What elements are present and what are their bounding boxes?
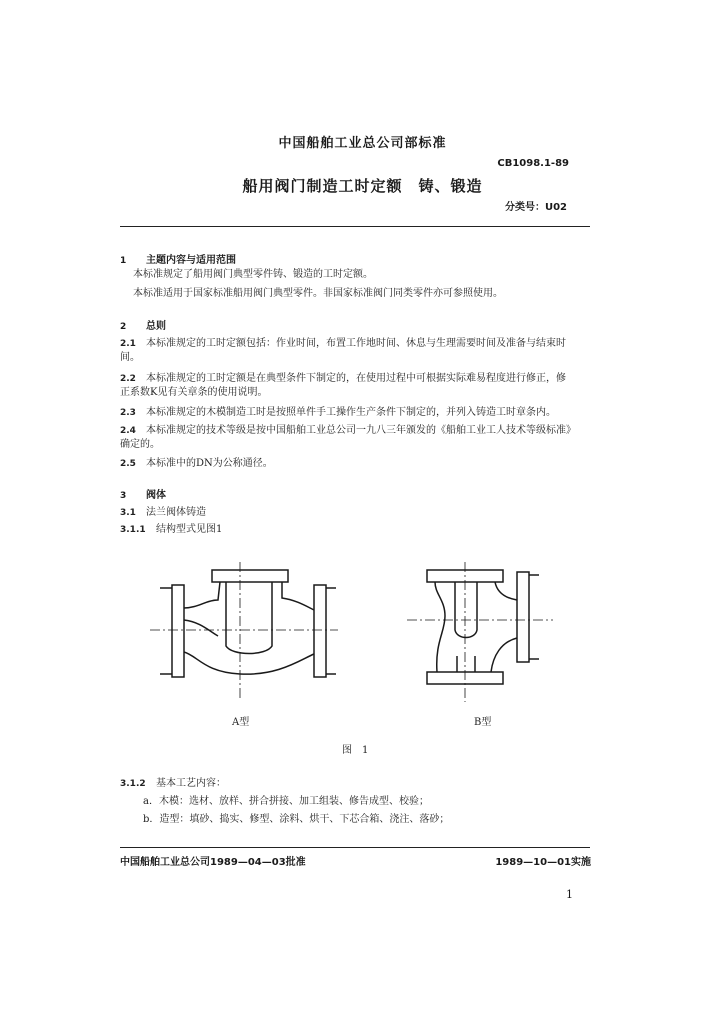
valve-body-type-a-drawing [140, 560, 340, 708]
figure-caption: 图 1 [342, 745, 369, 756]
valve-body-type-b-drawing [405, 560, 555, 708]
document-title: 船用阀门制造工时定额 铸、锻造 [242, 177, 483, 195]
section-1-paragraph: 本标准规定了船用阀门典型零件铸、锻造的工时定额。 [133, 269, 373, 280]
approval-date: 中国船舶工业总公司1989—04—03批准 [120, 857, 306, 868]
clause-2-4: 2.4 本标准规定的技术等级是按中国船舶工业总公司一九八三年颁发的《船舶工业工人技术等级标准》 确定的。 [120, 425, 576, 450]
header-divider [120, 226, 590, 227]
classification-number: 分类号：U02 [504, 202, 567, 213]
org-standard-title: 中国船舶工业总公司部标准 [278, 136, 447, 151]
clause-3-1: 3.1 法兰阀体铸造 [120, 507, 206, 518]
clause-2-1: 2.1 本标准规定的工时定额包括：作业时间，布置工作地时间、休息与生理需要时间及准备与结束时 间。 [120, 338, 566, 363]
clause-2-5: 2.5 本标准中的DN为公称通径。 [120, 458, 273, 469]
process-item-molding: b．造型：填砂、捣实、修型、涂料、烘干、下芯合箱、浇注、落砂； [143, 814, 450, 825]
footer-divider [120, 847, 590, 848]
section-1-heading: 1 主题内容与适用范围 [120, 255, 236, 266]
section-1-paragraph: 本标准适用于国家标准船用阀门典型零件。非国家标准阀门同类零件亦可参照使用。 [133, 288, 503, 299]
section-3-heading: 3 阀体 [120, 490, 166, 501]
figure-label-a: A型 [232, 717, 250, 728]
clause-2-3: 2.3 本标准规定的木模制造工时是按照单件手工操作生产条件下制定的，并列入铸造工时章条内。 [120, 407, 556, 418]
clause-3-1-1: 3.1.1 结构型式见图1 [120, 524, 223, 535]
page-number: 1 [566, 888, 573, 901]
standard-number: CB1098.1-89 [497, 158, 569, 169]
process-item-wood-pattern: a．木模：选材、放样、拼合拼接、加工组装、修告成型、校验； [143, 796, 429, 807]
section-2-heading: 2 总则 [120, 321, 166, 332]
figure-label-b: B型 [474, 717, 492, 728]
clause-3-1-2: 3.1.2 基本工艺内容： [120, 778, 226, 789]
clause-2-2: 2.2 本标准规定的工时定额是在典型条件下制定的，在使用过程中可根据实际难易程度进行修正，修 正系数K见有关章条的使用说明。 [120, 373, 566, 398]
effective-date: 1989—10—01实施 [495, 857, 591, 868]
